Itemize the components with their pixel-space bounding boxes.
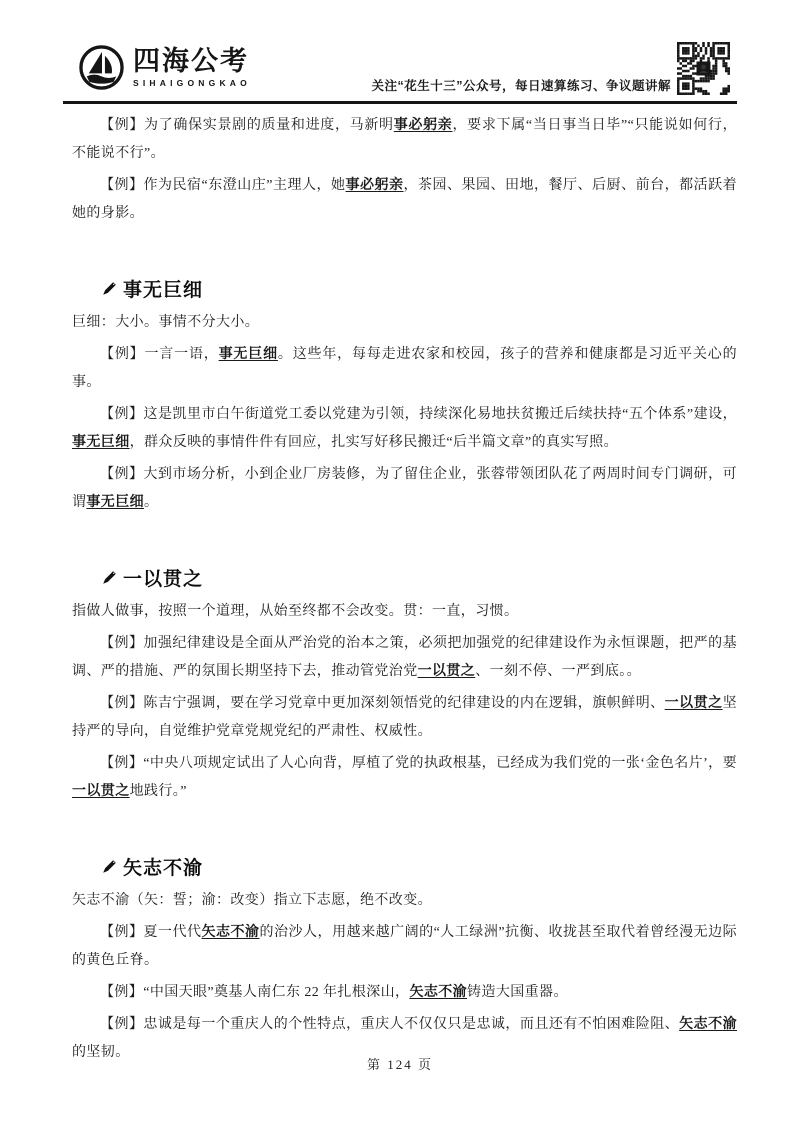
- text-segment: 地践行。”: [129, 784, 187, 799]
- definition-text: 矢志不渝（矢：誓；渝：改变）指立下志愿，绝不改变。: [72, 893, 432, 908]
- text-segment: ，茶园、果园、田地，餐厅、后厨、前台，都活跃着她的身影。: [72, 178, 737, 221]
- text-segment: ，要求下属“当日事当日毕”“只能说如何行，不能说不行”。: [72, 118, 737, 161]
- section-title-text: 矢志不渝: [123, 857, 204, 879]
- sailboat-logo-icon: [78, 44, 125, 91]
- definition-text: 指做人做事，按照一个道理，从始至终都不会改变。贯：一直，习惯。: [72, 604, 519, 619]
- idiom-section: [72, 564, 737, 806]
- idiom-term: 一以贯之: [664, 696, 723, 711]
- text-segment: 、一刻不停、一严到底。。: [475, 664, 642, 679]
- text-segment: 【例】为了确保实景剧的质量和进度，马新明: [100, 118, 394, 133]
- example-paragraph: [72, 750, 737, 806]
- text-segment: 坚持严的导向，自觉维护党章党规党纪的严肃性、权威性。: [72, 696, 737, 739]
- idiom-term: 事无巨细: [86, 495, 145, 510]
- pen-icon: [102, 569, 118, 585]
- example-paragraph: [72, 919, 737, 975]
- idiom-term: 事无巨细: [72, 435, 130, 450]
- text-segment: 的坚韧。: [72, 1045, 130, 1060]
- example-paragraph: [72, 172, 737, 228]
- text-segment: 【例】这是凯里市白午街道党工委以党建为引领，持续深化易地扶贫搬迁后续扶持“五个体系”建设，: [100, 407, 737, 422]
- text-segment: 【例】作为民宿“东澄山庄”主理人，她: [100, 178, 346, 193]
- example-paragraph: [72, 112, 737, 168]
- text-segment: 【例】忠诚是每一个重庆人的个性特点，重庆人不仅仅只是忠诚，而且还有不怕困难险阻、: [100, 1017, 680, 1032]
- text-segment: 【例】一言一语，: [100, 347, 219, 362]
- example-paragraph: [72, 461, 737, 517]
- text-segment: 【例】大到市场分析，小到企业厂房装修，为了留住企业，张蓉带领团队花了两周时间专门调研，可谓: [72, 467, 737, 510]
- brand-name: 四海公考: [133, 45, 249, 76]
- example-paragraph: [72, 630, 737, 686]
- section-title-text: 事无巨细: [123, 279, 204, 301]
- text-segment: 【例】陈吉宁强调，要在学习党章中更加深刻领悟党的纪律建设的内在逻辑，旗帜鲜明、: [100, 696, 665, 711]
- idiom-term: 一以贯之: [72, 784, 130, 799]
- brand-text: [133, 47, 251, 88]
- section-title: [102, 853, 737, 879]
- text-segment: 。: [144, 495, 159, 510]
- text-segment: 【例】夏一代代: [100, 925, 202, 940]
- pen-icon: [102, 280, 118, 296]
- idiom-section: [72, 853, 737, 1067]
- idiom-section: [72, 275, 737, 517]
- example-paragraph: [72, 690, 737, 746]
- text-segment: 【例】“中央八项规定试出了人心向背，厚植了党的执政根基，已经成为我们党的一张‘金色名片’，要: [100, 756, 737, 771]
- text-segment: 【例】“中国天眼”奠基人南仁东 22 年扎根深山，: [100, 985, 410, 1000]
- idiom-term: 矢志不渝: [679, 1017, 737, 1032]
- page-header: [63, 42, 737, 104]
- text-segment: ，群众反映的事情件件有回应，扎实写好移民搬迁“后半篇文章”的真实写照。: [129, 435, 619, 450]
- idiom-term: 事无巨细: [218, 347, 278, 362]
- qr-code-image: [677, 42, 730, 95]
- text-segment: 【例】加强纪律建设是全面从严治党的治本之策，必须把加强党的纪律建设作为永恒课题，把严的基调、严的措施、严的氛围长期坚持下去，推动管党治党: [72, 636, 737, 679]
- example-paragraph: [72, 341, 737, 397]
- text-segment: 的治沙人，用越来越广阔的“人工绿洲”抗衡、收拢甚至取代着曾经漫无边际的黄色丘脊。: [72, 925, 737, 968]
- idiom-term: 事必躬亲: [393, 118, 453, 133]
- page-number: 第 124 页: [366, 1057, 433, 1072]
- idiom-term: 矢志不渝: [201, 925, 260, 940]
- text-segment: 。这些年，每每走进农家和校园，孩子的营养和健康都是习近平关心的事。: [72, 347, 737, 390]
- pen-icon: [102, 858, 118, 874]
- brand-logo: [78, 44, 251, 91]
- idiom-term: 矢志不渝: [409, 985, 468, 1000]
- page-footer: [0, 1054, 800, 1073]
- sections-container: [72, 275, 737, 1067]
- brand-subtitle: SIHAIGONGKAO: [133, 78, 251, 89]
- idiom-term: 事必躬亲: [345, 178, 404, 193]
- document-body: [72, 112, 737, 1071]
- intro-examples: [72, 112, 737, 228]
- example-paragraph: [72, 979, 737, 1007]
- idiom-term: 一以贯之: [417, 664, 476, 679]
- header-tagline: 关注“花生十三”公众号，每日速算练习、争议题讲解: [371, 79, 671, 93]
- section-title-text: 一以贯之: [123, 568, 204, 590]
- section-title: [102, 564, 737, 590]
- section-title: [102, 275, 737, 301]
- text-segment: 铸造大国重器。: [467, 985, 568, 1000]
- example-paragraph: [72, 401, 737, 457]
- definition-text: 巨细：大小。事情不分大小。: [72, 315, 260, 330]
